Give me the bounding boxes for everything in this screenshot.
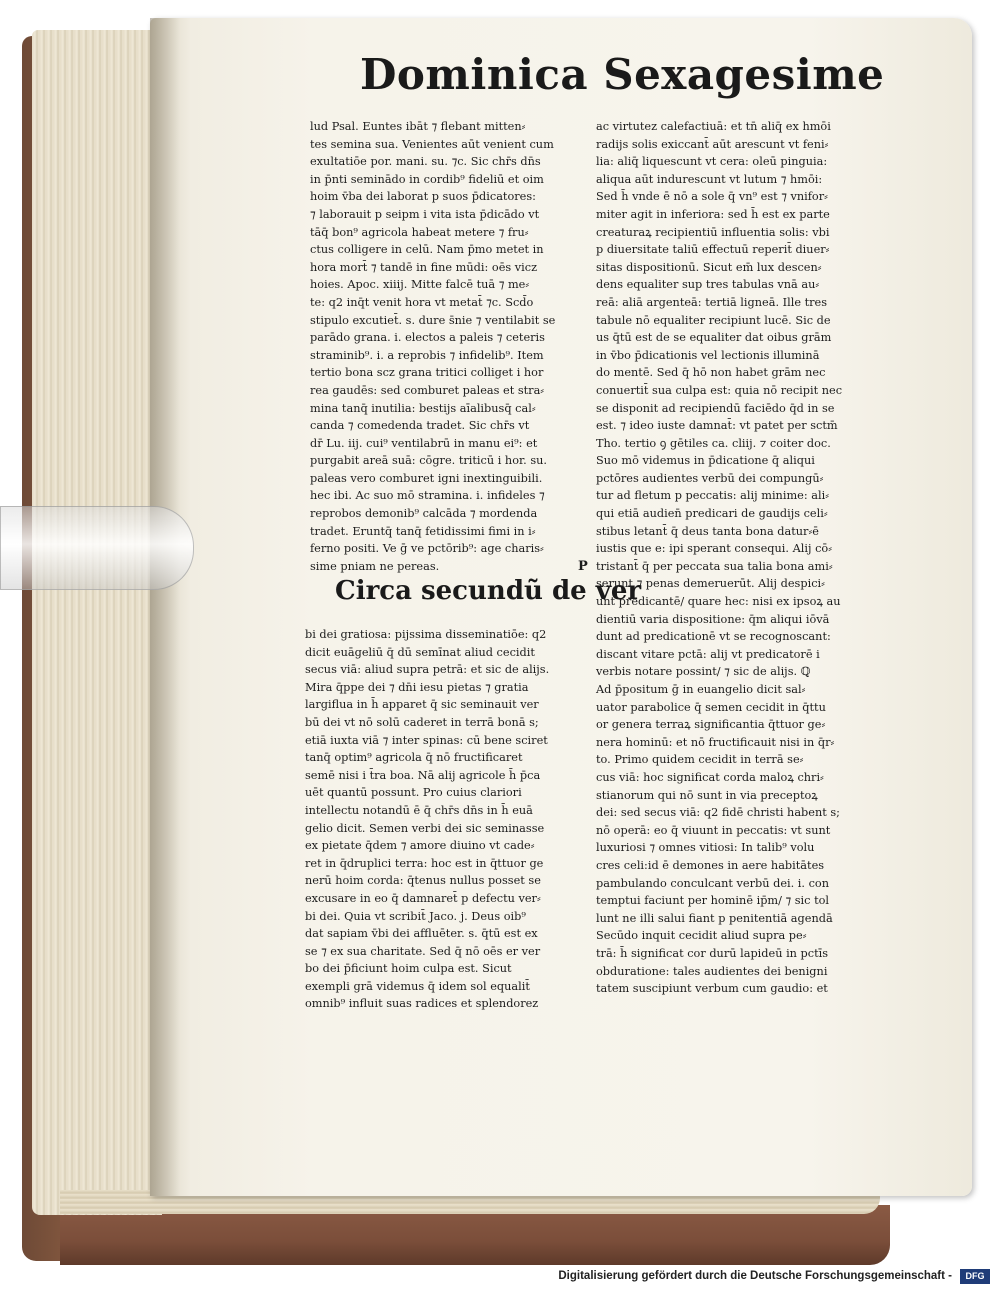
text-line: te: q2 inq̄t venit hora vt metat̄ ⁊c. Scd̄o xyxy=(310,295,534,309)
text-line: ⁊ laborauit p seipm i vita ista p̄dicādo vt xyxy=(310,207,540,221)
text-line: se disponit ad recipiendū faciēdo q̄d in se xyxy=(596,401,835,415)
text-line: tristant̄ q̄ per peccata sua talia bona ami⸗ xyxy=(596,559,833,573)
text-line: conuertit̄ sua culpa est: quia nō recipit nec xyxy=(596,383,843,397)
text-line: exempli grā videmus q̄ idem sol equalit̄ xyxy=(305,979,530,993)
text-line: qui etiā audien̄ predicari de gaudijs celi⸗ xyxy=(596,507,828,521)
text-line: pctōres audientes verbū dei compungū⸗ xyxy=(596,471,824,485)
text-line: straminib⁹. i. a reprobis ⁊ infidelib⁹. Item xyxy=(310,348,544,362)
text-line: to. Primo quidem cecidit in terrā se⸗ xyxy=(596,753,804,767)
text-line: pambulando conculcant verbū dei. i. con xyxy=(596,876,829,890)
gutter-shadow xyxy=(150,18,180,1196)
text-line: Ad p̄positum ḡ in euangelio dicit sal⸗ xyxy=(596,683,806,696)
text-line: paleas vero comburet igni inextinguibili. xyxy=(310,471,543,485)
text-line: aliqua aūt indurescunt vt lutum ⁊ hmōi: xyxy=(596,172,823,186)
footer-credit: Digitalisierung gefördert durch die Deutsche Forschungsgemeinschaft - xyxy=(558,1270,952,1282)
text-line: stianorum qui nō sunt in via preceptoꝝ xyxy=(596,788,818,802)
text-line: ret in q̄druplici terra: hoc est in q̄ttuor ge xyxy=(305,856,544,870)
text-line: dei: sed secus viā: q2 fidē christi habent s; xyxy=(596,806,840,820)
text-line: reprobos demonib⁹ calcāda ⁊ mordenda xyxy=(310,507,538,521)
text-line: verbis notare possint/ ⁊ sic de alijs. ℚ xyxy=(596,665,811,679)
text-line: sime pniam ne pereas. xyxy=(310,559,440,573)
text-line: secus viā: aliud supra petrā: et sic de alijs. xyxy=(305,663,550,677)
text-line: bū dei vt nō solū caderet in terrā bonā s; xyxy=(305,715,539,729)
text-line: intellectu notandū ē q̄ chr̄s dn̄s in h̄ euā xyxy=(305,803,533,817)
text-line: uator parabolice q̄ semen cecidit in q̄ttu xyxy=(596,700,826,714)
text-line: creaturaꝝ recipientiū influentia solis: vbi xyxy=(596,225,830,239)
text-line: stibus letant̄ q̄ deus tanta bona datur⸗ē xyxy=(596,524,819,538)
text-line: Tho. tertio ꝯ gētiles ca. cliij. ⁊ coiter doc. xyxy=(596,436,831,450)
text-line: bi dei gratiosa: pijssima disseminatiōe: q2 xyxy=(305,628,547,641)
text-line: etiā iuxta viā ⁊ inter spinas: cū bene sciret xyxy=(305,733,548,747)
text-line: est. ⁊ ideo iuste damnat̄: vt patet per sctm̄ xyxy=(596,419,838,433)
text-line: us q̄tū est de se equaliter dat oibus grām xyxy=(596,331,832,345)
text-line: miter agit in inferiora: sed h̄ est ex parte xyxy=(596,207,830,221)
text-line: canda ⁊ comedenda tradet. Sic chr̄s vt xyxy=(310,419,530,433)
text-line: p diuersitate taliū effectuū reperit̄ diuer⸗ xyxy=(596,243,830,257)
text-line: largiflua in h̄ apparet q̄ sic seminauit ver xyxy=(305,698,539,712)
text-line: parādo grana. i. electos a paleis ⁊ ceteris xyxy=(310,331,545,345)
text-line: hoies. Apoc. xiiij. Mitte falcē tuā ⁊ me⸗ xyxy=(310,278,530,292)
text-line: hora mort̄ ⁊ tandē in fine mūdi: oēs vicz xyxy=(310,260,538,274)
text-line: Sed h̄ vnde ē nō a sole q̄ vn⁹ est ⁊ vnifor⸗ xyxy=(596,190,828,204)
text-line: discant vitare pctā: alij vt predicatorē i xyxy=(596,647,820,661)
text-line: trā: h̄ significat cor durū lapideū in pctīs xyxy=(596,946,829,960)
text-line: dunt ad predicationē vt se recognoscant: xyxy=(596,630,831,644)
text-line: tradet. Eruntq̄ tanq̄ fetidissimi fimi in i⸗ xyxy=(310,524,536,538)
text-line: purgabit areā suā: cōgre. triticū i hor. su. xyxy=(310,454,548,468)
text-line: tabule nō equaliter recipiunt lucē. Sic de xyxy=(596,313,831,327)
dfg-logo: DFG xyxy=(960,1269,990,1284)
text-line: uēt quantū possunt. Pro cuius clariori xyxy=(305,786,522,800)
text-line: ex pietate q̄dem ⁊ amore diuino vt cade⸗ xyxy=(305,839,535,853)
text-line: dat sapiam v̄bi dei affluēter. s. q̄tū est ex xyxy=(305,927,538,941)
page-edges xyxy=(32,30,162,1215)
text-line: tur ad fletum p peccatis: alij minime: ali⸗ xyxy=(596,489,829,503)
text-line: mina tanq̄ inutilia: bestijs aīalibusq̄ cal⸗ xyxy=(310,401,536,415)
text-line: rea gaudēs: sed comburet paleas et stra⸗ xyxy=(310,383,545,397)
text-line: omnib⁹ influit suas radices et splendorez xyxy=(305,997,539,1011)
text-line: cres celi:id ē demones in aere habitātes xyxy=(596,858,825,872)
text-line: iustis que e: ipi sperant consequi. Alij cō⸗ xyxy=(596,542,832,556)
text-line: nerū hoim corda: q̄tenus nullus posset se xyxy=(305,874,541,888)
left-column-top xyxy=(310,118,602,580)
text-line: lia: aliq̄ liquescunt vt cera: oleū pinguia: xyxy=(596,155,828,169)
text-line: stipulo excutiet̄. s. dure s̄nie ⁊ ventilabit se xyxy=(310,313,556,327)
bookmark-strip xyxy=(0,506,194,590)
text-line: tatem suscipiunt verbum cum gaudio: et xyxy=(596,982,828,996)
text-line: lud Psal. Euntes ibāt ⁊ flebant mitten⸗ xyxy=(310,120,526,133)
text-line: sitas dispositionū. Sicut em̄ lux descen⸗ xyxy=(596,260,822,274)
text-line: semē nisi i t̄ra boa. Nā alij agricole h̄ p̄ca xyxy=(305,768,541,782)
text-line: luxuriosi ⁊ omnes vitiosi: In talib⁹ volu xyxy=(596,841,815,855)
text-line: Suo mō videmus in p̄dicatione q̄ aliqui xyxy=(596,454,815,468)
section-heading: Circa secundũ de ver xyxy=(335,576,642,606)
text-line: in v̄bo p̄dicationis vel lectionis illuminā xyxy=(596,348,820,362)
book-cover-bottom xyxy=(60,1205,890,1265)
text-line: tāq̄ bon⁹ agricola habeat metere ⁊ fru⸗ xyxy=(310,225,529,239)
text-line: reā: aliā argenteā: tertiā ligneā. Ille tres xyxy=(596,295,828,309)
text-line: tes semina sua. Venientes aūt venient cum xyxy=(310,137,554,151)
footer-bar xyxy=(0,1265,1000,1290)
text-line: cus viā: hoc significat corda maloꝝ chri⸗ xyxy=(596,770,824,784)
text-line: dicit euāgeliū q̄ dū semīnat aliud cecidit xyxy=(305,645,535,659)
text-line: dientiū varia dispositione: q̄m aliqui iōvā xyxy=(596,612,830,626)
text-line: nō operā: eo q̄ viuunt in peccatis: vt sunt xyxy=(596,823,831,837)
text-line: or genera terraꝝ significantia q̄ttuor ge⸗ xyxy=(596,718,826,732)
text-line: se ⁊ ex sua charitate. Sed q̄ nō oēs er ver xyxy=(305,944,541,958)
text-line: excusare in eo q̄ damnaret̄ p defectu ver⸗ xyxy=(305,891,541,905)
text-line: in p̄nti seminādo in cordib⁹ fideliū et oim xyxy=(310,172,544,186)
text-line: exultatiōe por. mani. su. ⁊c. Sic chr̄s dn̄s xyxy=(310,155,541,169)
text-line: Mira q̄ppe dei ⁊ dn̄i iesu pietas ⁊ gratia xyxy=(305,680,529,694)
text-line: temptui faciunt per hominē ip̄m/ ⁊ sic tol xyxy=(596,894,830,908)
text-line: hoim v̄ba dei laborat p suos p̄dicatores: xyxy=(310,190,536,204)
text-line: dens equaliter sup tres tabulas vnā au⸗ xyxy=(596,278,820,292)
text-line: gelio dicit. Semen verbi dei sic seminasse xyxy=(305,821,545,835)
text-line: ac virtutez calefactiuā: et tn̄ aliq̄ ex hmōi xyxy=(596,120,831,133)
text-line: ferno positi. Ve ḡ ve pctōrib⁹: age charis⸗ xyxy=(310,542,544,556)
text-line: unt predicantē/ quare hec: nisi ex ipsoꝝ au xyxy=(596,595,841,609)
text-line: tertio bona scz grana tritici colliget i hor xyxy=(310,366,544,380)
text-line: obduratione: tales audientes dei benigni xyxy=(596,964,828,978)
text-line: bi dei. Quia vt scribit̄ Jaco. j. Deus oib⁹ xyxy=(305,909,526,923)
paragraph-mark: P xyxy=(578,559,588,574)
text-line: do mentē. Sed q̄ hō non habet grām nec xyxy=(596,366,826,380)
running-title: Dominica Sexagesime xyxy=(360,50,885,99)
text-line: hec ibi. Ac suo mō stramina. i. infideles ⁊ xyxy=(310,489,545,503)
text-line: tanq̄ optim⁹ agricola q̄ nō fructificaret xyxy=(305,751,523,765)
text-line: serunt ⁊ penas demeruerūt. Alij despici⸗ xyxy=(596,577,825,591)
right-column xyxy=(596,118,888,996)
text-line: nera hominū: et nō fructificauit nisi in q̄r⸗ xyxy=(596,735,835,749)
text-line: lunt ne illi salui fiant p penitentiā agendā xyxy=(596,911,833,925)
left-column-bottom xyxy=(305,626,597,1011)
text-line: bo dei p̄ficiunt hoim culpa est. Sicut xyxy=(305,962,512,976)
text-line: dr̄ Lu. iij. cui⁹ ventilabrū in manu ei⁹: et xyxy=(310,436,538,450)
text-line: Secūdo inquit cecidit aliud supra pe⸗ xyxy=(596,929,807,943)
text-line: radijs solis exiccant̄ aūt arescunt vt feni⸗ xyxy=(596,137,829,151)
text-line: ctus colligere in celū. Nam p̄mo metet in xyxy=(310,243,544,257)
